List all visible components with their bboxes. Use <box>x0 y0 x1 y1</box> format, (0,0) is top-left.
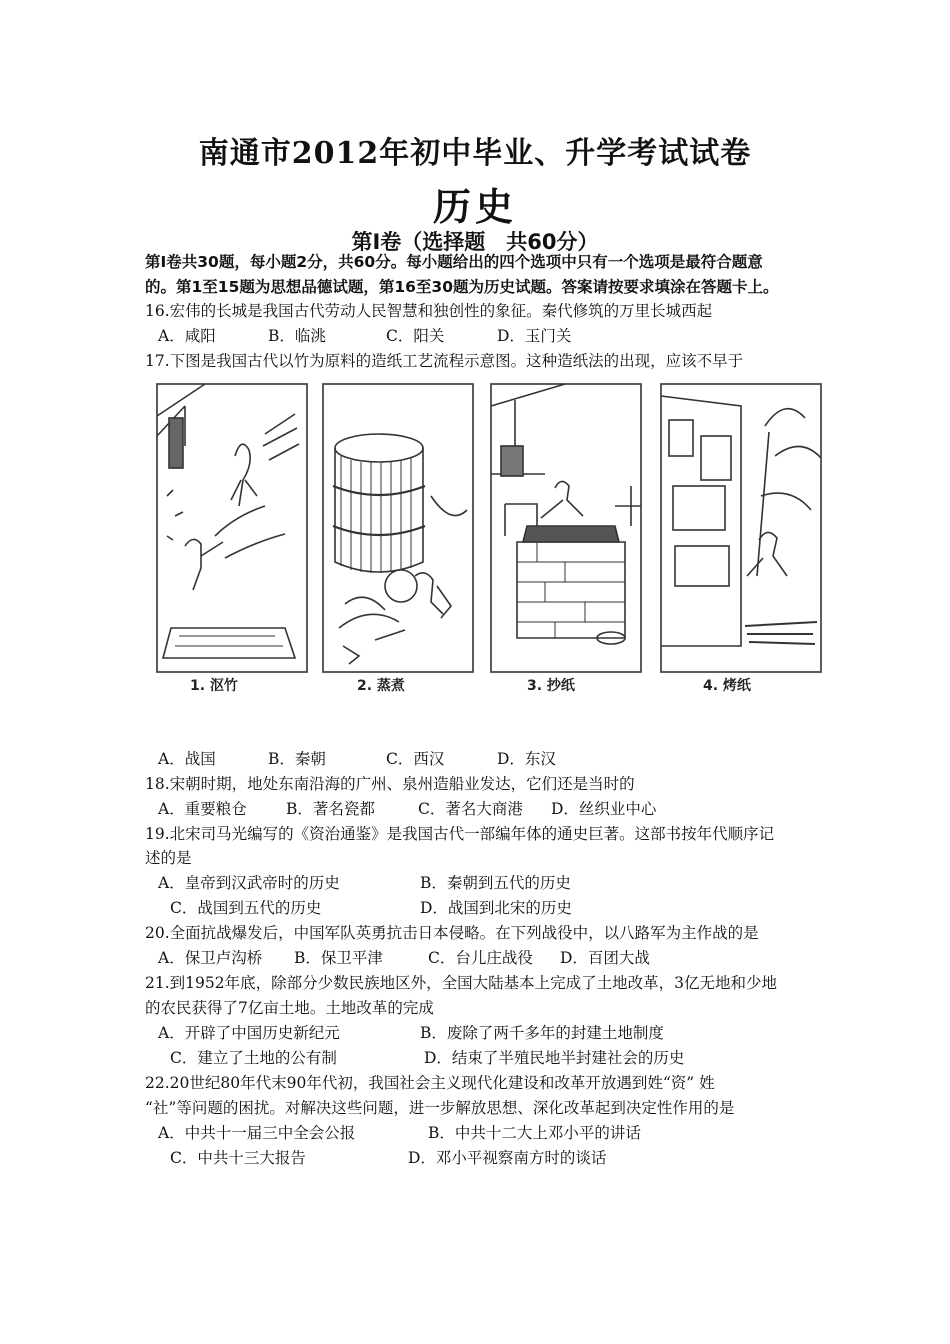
caption-step-4: 4. 烤纸 <box>703 678 751 694</box>
question-17-text: 17.下图是我国古代以竹为原料的造纸工艺流程示意图。这种造纸法的出现，应该不早于 <box>145 352 744 370</box>
q22-option-c: C．中共十三大报告 <box>170 1149 306 1167</box>
q21-option-b: B．废除了两千多年的封建土地制度 <box>420 1024 664 1042</box>
papermaking-process-figure <box>145 376 835 698</box>
q18-option-d: D．丝织业中心 <box>551 800 657 818</box>
q22-option-b: B．中共十二大上邓小平的讲话 <box>428 1124 641 1142</box>
q16-option-d: D．玉门关 <box>497 327 572 345</box>
subject-title: 历史 <box>432 184 517 229</box>
q19-option-a: A．皇帝到汉武帝时的历史 <box>158 874 340 892</box>
question-22-text-2: “社”等问题的困扰。对解决这些问题，进一步解放思想、深化改革起到决定性作用的是 <box>145 1099 735 1117</box>
question-22-text-1: 22.20世纪80年代末90年代初，我国社会主义现代化建设和改革开放遇到姓“资” 姓 <box>145 1074 715 1092</box>
instructions-line-2: 的。第1至15题为思想品德试题，第16至30题为历史试题。答案请按要求填涂在答题卡上。 <box>145 278 779 296</box>
q20-option-c: C．台儿庄战役 <box>428 949 533 967</box>
section-heading: 第Ⅰ卷（选择题 共60分） <box>351 230 599 254</box>
q16-option-c: C．阳关 <box>386 327 445 345</box>
question-21-text-2: 的农民获得了7亿亩土地。土地改革的完成 <box>145 999 434 1017</box>
q22-option-d: D．邓小平视察南方时的谈话 <box>408 1149 607 1167</box>
q21-option-c: C．建立了土地的公有制 <box>170 1049 337 1067</box>
q21-option-a: A．开辟了中国历史新纪元 <box>158 1024 340 1042</box>
q20-option-b: B．保卫平津 <box>294 949 383 967</box>
panel-2-frame <box>323 384 473 672</box>
question-18-text: 18.宋朝时期，地处东南沿海的广州、泉州造船业发达，它们还是当时的 <box>145 775 635 793</box>
question-19-text-1: 19.北宋司马光编写的《资治通鉴》是我国古代一部编年体的通史巨著。这部书按年代顺序记 <box>145 825 775 843</box>
q18-option-b: B．著名瓷都 <box>286 800 375 818</box>
q19-option-d: D．战国到北宋的历史 <box>420 899 572 917</box>
q17-option-c: C．西汉 <box>386 750 445 768</box>
q17-option-b: B．秦朝 <box>268 750 326 768</box>
q20-option-d: D．百团大战 <box>560 949 650 967</box>
question-19-text-2: 述的是 <box>145 849 192 867</box>
q17-option-a: A．战国 <box>158 750 216 768</box>
caption-step-2: 2. 蒸煮 <box>357 678 405 694</box>
q20-option-a: A．保卫卢沟桥 <box>158 949 263 967</box>
exam-title: 南通市2012年初中毕业、升学考试试卷 <box>198 136 752 171</box>
papermaking-illustration <box>145 376 835 698</box>
q19-option-c: C．战国到五代的历史 <box>170 899 322 917</box>
caption-step-1: 1. 沤竹 <box>190 678 238 694</box>
q22-option-a: A．中共十一届三中全会公报 <box>158 1124 356 1142</box>
q21-option-d: D．结束了半殖民地半封建社会的历史 <box>424 1049 685 1067</box>
question-16-text: 16.宏伟的长城是我国古代劳动人民智慧和独创性的象征。秦代修筑的万里长城西起 <box>145 302 713 320</box>
q18-option-a: A．重要粮仓 <box>158 800 247 818</box>
q16-option-b: B．临洮 <box>268 327 326 345</box>
question-20-text: 20.全面抗战爆发后，中国军队英勇抗击日本侵略。在下列战役中，以八路军为主作战的是 <box>145 924 759 942</box>
q16-option-a: A．咸阳 <box>158 327 216 345</box>
instructions-line-1: 第Ⅰ卷共30题，每小题2分，共60分。每小题给出的四个选项中只有一个选项是最符合题意 <box>145 253 763 271</box>
caption-step-3: 3. 抄纸 <box>527 678 575 694</box>
q19-option-b: B．秦朝到五代的历史 <box>420 874 571 892</box>
q17-option-d: D．东汉 <box>497 750 556 768</box>
question-21-text-1: 21.到1952年底，除部分少数民族地区外，全国大陆基本上完成了土地改革，3亿无地和少地 <box>145 974 777 992</box>
q18-option-c: C．著名大商港 <box>418 800 523 818</box>
